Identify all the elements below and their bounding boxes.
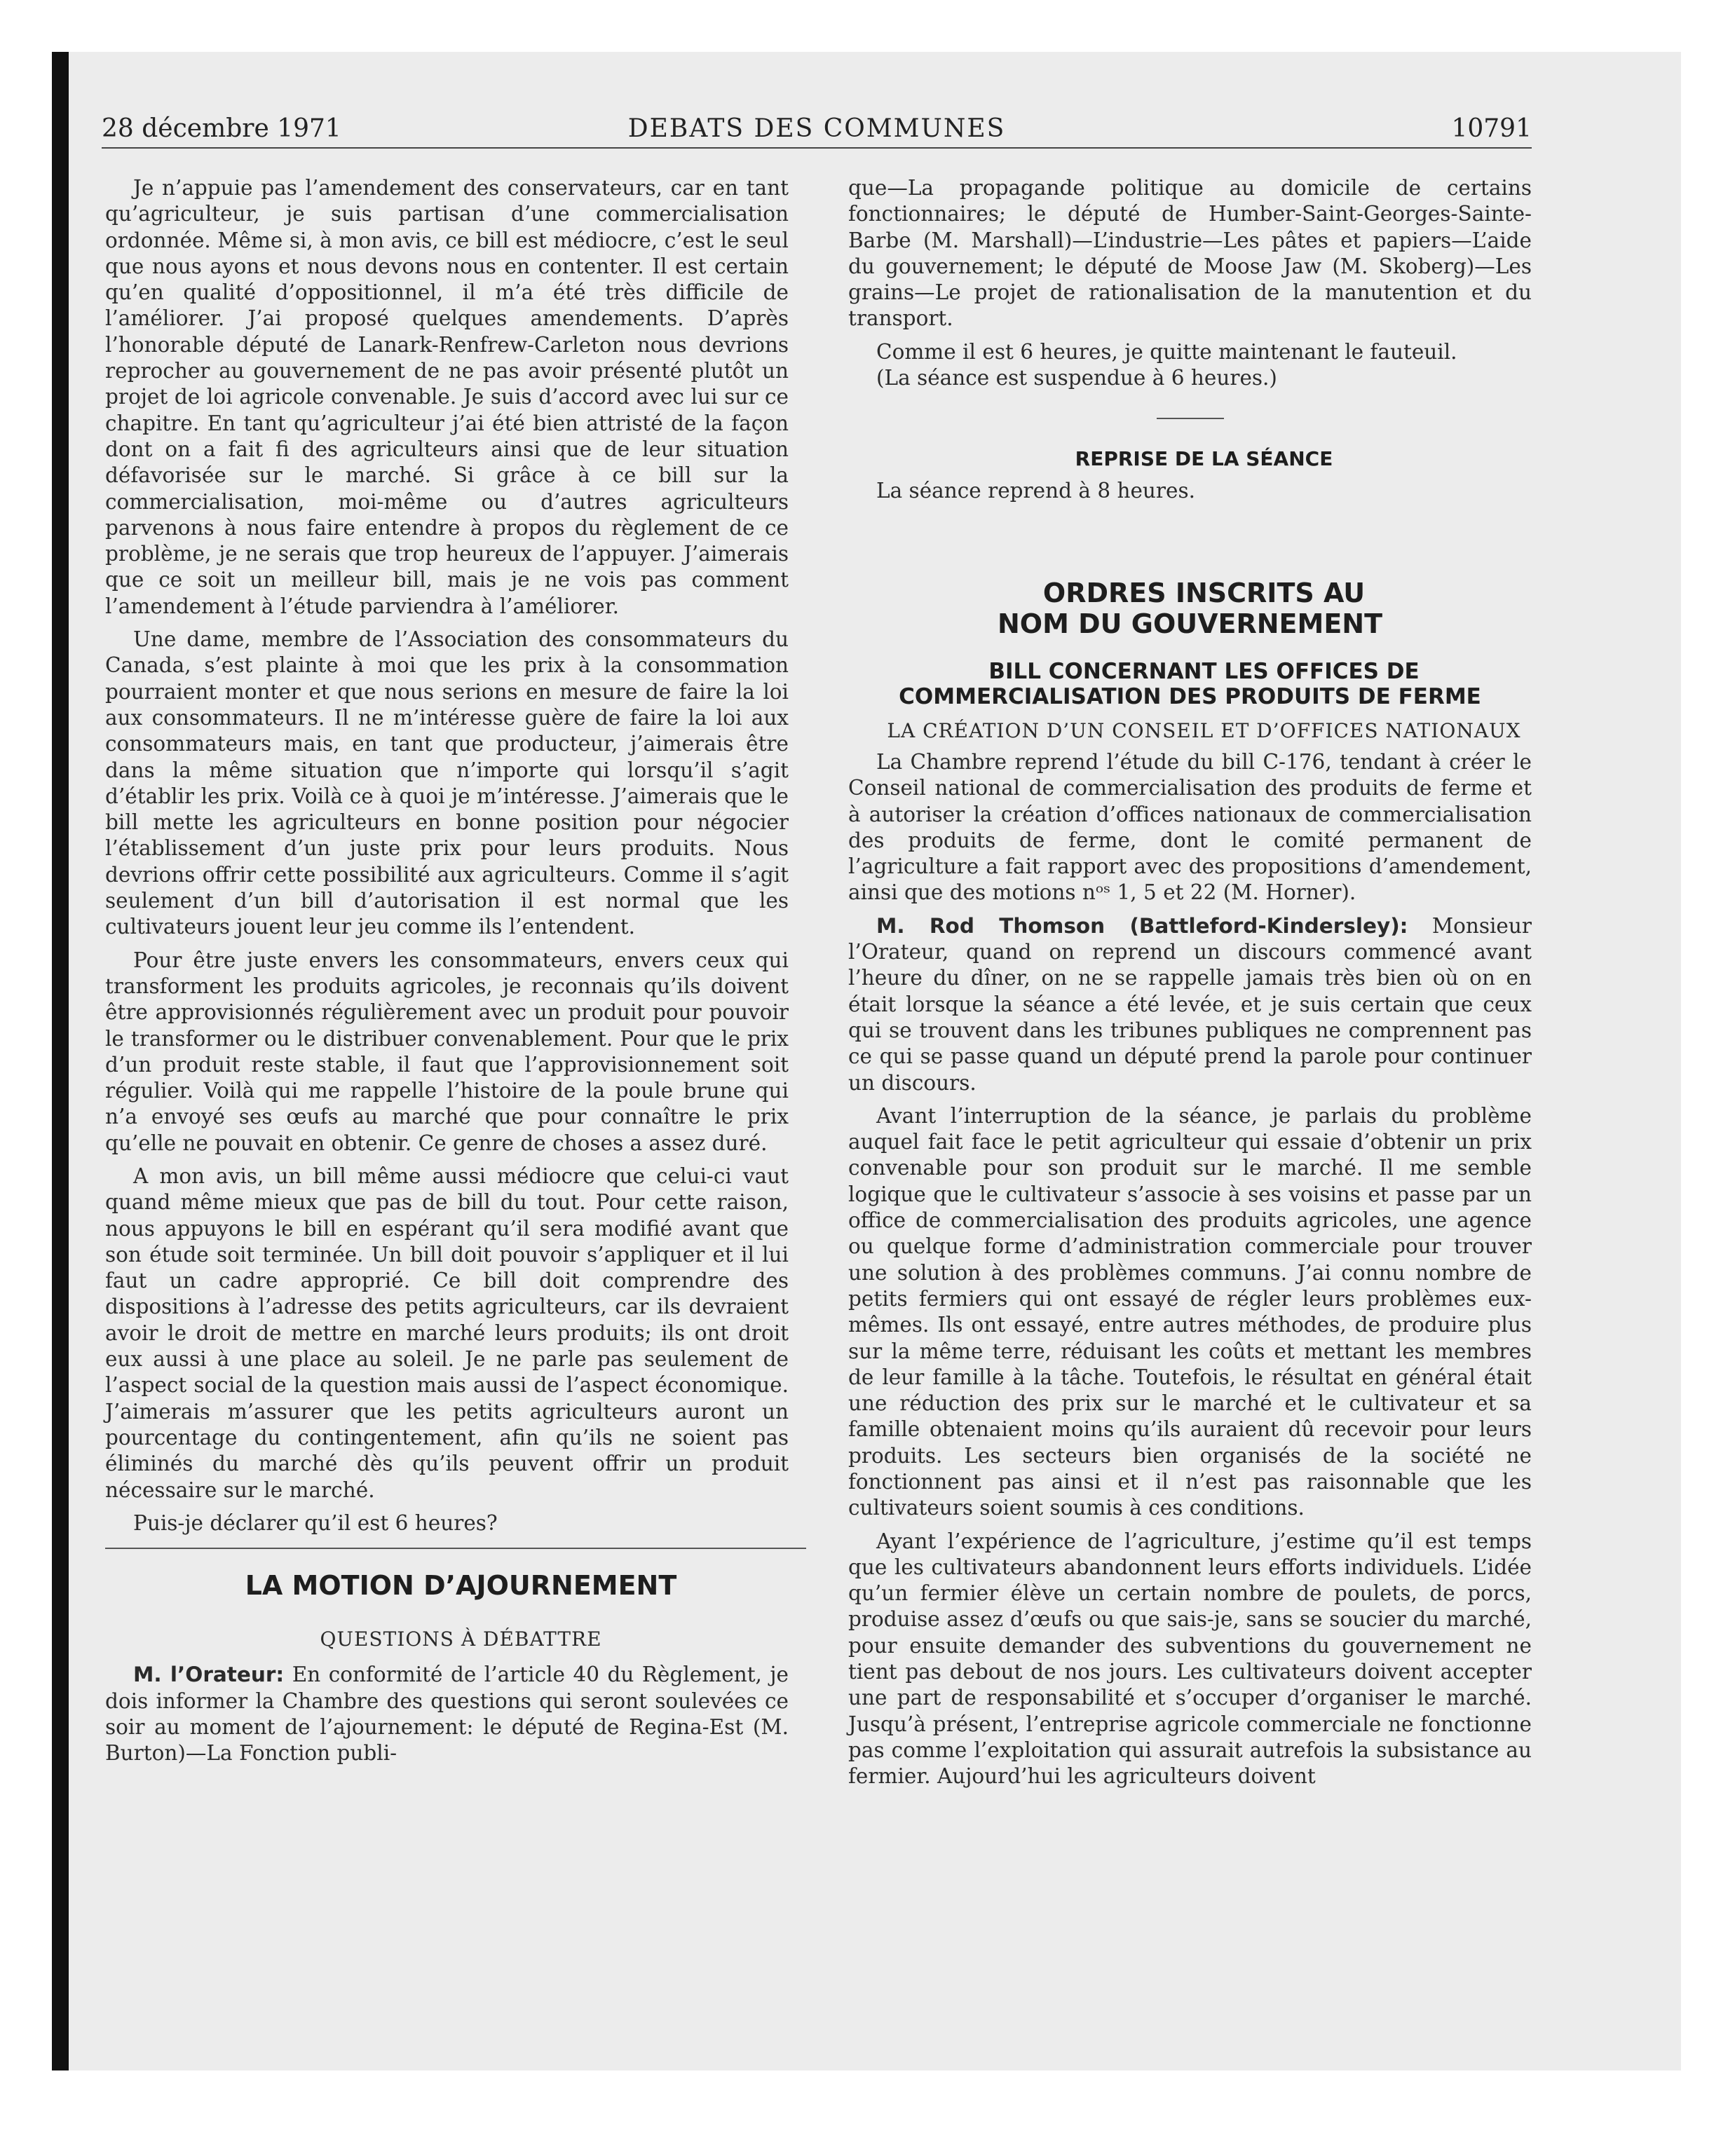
paragraph: Ayant l’expérience de l’agriculture, j’estime qu’il est temps que les cultivateurs abandonnent leurs efforts individuels. L’idée qu’un fermier élève un certain nombre de poulets, de porcs, produise assez d’œufs ou que sais-je, sans se soucier du marché, pour ensuite demander des subventions du gouvernement ne tient pas debout de nos jours. Les cultivateurs doivent accepter une part de responsabilité et s’occuper d’organiser le marché. Jusqu’à présent, l’entreprise agricole commerciale ne fonctionne pas comme l’exploitation qui assurait autrefois la subsistance au fermier. Aujourd’hui les agriculteurs doivent xyxy=(848,1529,1532,1789)
speaker-name: M. l’Orateur: xyxy=(133,1663,285,1687)
paragraph: Je n’appuie pas l’amendement des conservateurs, car en tant qu’agriculteur, je suis partisan d’une commercialisation ordonnée. Même si, à mon avis, ce bill est médiocre, c’est le seul que nous ayons et nous devons nous en contenter. Il est certain qu’en qualité d’oppositionnel, il m’a été très difficile de l’améliorer. J’ai proposé quelques amendements. D’après l’honorable député de Lanark-Renfrew-Carleton nous devrions reprocher au gouvernement de ne pas avoir présenté plutôt un projet de loi agricole convenable. Je suis d’accord avec lui sur ce chapitre. En tant qu’agriculteur j’ai été bien attristé de la façon dont on a fait fi des agriculteurs ainsi que de leur situation défavorisée sur le marché. Si grâce à ce bill sur la commercialisation, moi-même ou d’autres agriculteurs parvenons à nous faire entendre à propos du règlement de ce problème, je ne serais que trop heureux de l’appuyer. J’aimerais que ce soit un meilleur bill, mais je ne vois pas comment l’amendement à l’étude parviendra à l’améliorer. xyxy=(105,176,789,618)
paragraph: La séance reprend à 8 heures. xyxy=(876,479,1196,503)
header-title: DEBATS DES COMMUNES xyxy=(627,114,1006,143)
paragraph: Avant l’interruption de la séance, je parlais du problème auquel fait face le petit agriculteur qui essaie d’obtenir un prix convenable pour son produit sur le marché. Il me semble logique que le cultivateur s’associe à ses voisins et passe par un office de commercialisation des produits agricoles, une agence ou quelque forme d’administration commerciale pour trouver une solution à des problèmes communs. J’ai connu nombre de petits fermiers qui ont essayé de régler leurs problèmes eux-mêmes. Ils ont essayé, entre autres méthodes, de produire plus sur la même terre, réduisant les coûts et mettant les membres de leur famille à la tâche. Toutefois, le résultat en général était une réduction des prix sur le marché et le cultivateur et sa famille obtenaient moins qu’ils auraient dû recevoir pour leurs produits. Les secteurs bien organisés de la société ne fonctionnent pas ainsi et il n’est pas raisonnable que les cultivateurs soient soumis à ces conditions. xyxy=(848,1103,1532,1520)
paragraph: que—La propagande politique au domicile de certains fonctionnaires; le député de Humber-Saint-Georges-Sainte-Barbe (M. Marshall)—L’industrie—Les pâtes et papiers—L’aide du gouvernement; le député de Moose Jaw (M. Skoberg)—Les grains—Le projet de rationalisation de la manutention et du transport. xyxy=(848,176,1532,331)
paragraph: (La séance est suspendue à 6 heures.) xyxy=(876,366,1277,390)
section-heading: LA MOTION D’AJOURNEMENT xyxy=(245,1570,677,1602)
left-column xyxy=(105,175,789,1774)
speaker-text: Monsieur l’Orateur, quand on reprend un discours commencé avant l’heure du dîner, on ne se rappelle jamais très bien où on en était lorsque la séance a été levée, et je suis certain que ceux qui se trouvent dans les tribunes publiques ne comprennent pas ce qui se passe quand un député prend la parole pour continuer un discours. xyxy=(848,913,1532,1095)
short-divider xyxy=(1157,418,1224,419)
paragraph: A mon avis, un bill même aussi médiocre que celui-ci vaut quand même mieux que pas de bill du tout. Pour cette raison, nous appuyons le bill en espérant qu’il sera modifié avant que son étude soit terminée. Un bill doit pouvoir s’appliquer et il lui faut un cadre approprié. Ce bill doit comprendre des dispositions à l’adresse des petits agriculteurs, car ils devraient avoir le droit de mettre en marché leurs produits; ils ont droit eux aussi à une place au soleil. Je ne parle pas seulement de l’aspect social de la question mais aussi de l’aspect économique. J’aimerais m’assurer que les petits agriculteurs auront un pourcentage du contingentement, afin qu’ils ne soient pas éliminés du marché dès qu’ils peuvent offrir un produit nécessaire sur le marché. xyxy=(105,1164,789,1502)
paragraph: Pour être juste envers les consommateurs, envers ceux qui transforment les produits agricoles, je reconnais qu’ils doivent être approvisionnés régulièrement avec un produit pour pouvoir le transformer ou le distribuer convenablement. Pour que le prix d’un produit reste stable, il faut que l’approvisionnement soit régulier. Voilà qui me rappelle l’histoire de la poule brune qui n’a envoyé ses œufs au marché que pour connaître le prix qu’elle ne pouvait en obtenir. Ce genre de choses a assez duré. xyxy=(105,948,789,1155)
bill-heading: BILL CONCERNANT LES OFFICES DE COMMERCIALISATION DES PRODUITS DE FERME xyxy=(899,658,1481,709)
speaker-paragraph xyxy=(848,913,1532,1096)
speaker-name: M. Rod Thomson (Battleford-Kindersley): xyxy=(876,913,1408,938)
orders-heading: ORDRES INSCRITS AU NOM DU GOUVERNEMENT xyxy=(997,577,1382,639)
paragraph: Puis-je déclarer qu’il est 6 heures? xyxy=(133,1510,498,1535)
page-header xyxy=(102,105,1532,149)
bill-subheading: LA CRÉATION D’UN CONSEIL ET D’OFFICES NATIONAUX xyxy=(887,718,1521,742)
speaker-paragraph xyxy=(105,1662,789,1766)
speaker-text: En conformité de l’article 40 du Règlement, je dois informer la Chambre des questions qui seront soulevées ce soir au moment de l’ajournement: le député de Regina-Est (M. Burton)—La Fonction publi- xyxy=(105,1663,789,1766)
reprise-heading: REPRISE DE LA SÉANCE xyxy=(1075,447,1333,471)
page-number: 10791 xyxy=(1451,114,1532,143)
paragraph: La Chambre reprend l’étude du bill C-176, tendant à créer le Conseil national de commercialisation des produits de ferme et à autoriser la création d’offices nationaux de commercialisation des produits de ferme, dont le comité permanent de l’agriculture a fait rapport avec des propositions d’amendement, ainsi que des motions nᵒˢ 1, 5 et 22 (M. Horner). xyxy=(848,749,1532,905)
scan-edge xyxy=(52,52,69,2070)
paragraph: Une dame, membre de l’Association des consommateurs du Canada, s’est plainte à moi que les prix à la consommation pourraient monter et que nous serions en mesure de faire la loi aux consommateurs. Il ne m’intéresse guère de faire la loi aux consommateurs mais, en tant que producteur, j’aimerais être dans la même situation que n’importe qui lorsqu’il s’agit d’établir les prix. Voilà ce à quoi je m’intéresse. J’aimerais que le bill mette les agriculteurs en bonne position pour négocier l’établissement d’un juste prix pour leurs produits. Nous devrions offrir cette possibilité aux agriculteurs. Comme il s’agit seulement d’un bill d’autorisation il est normal que les cultivateurs jouent leur jeu comme ils l’entendent. xyxy=(105,627,789,939)
right-column xyxy=(848,175,1532,1797)
section-divider xyxy=(105,1548,806,1549)
paragraph: Comme il est 6 heures, je quitte maintenant le fauteuil. xyxy=(876,339,1457,364)
subheading: QUESTIONS À DÉBATTRE xyxy=(320,1628,602,1651)
header-date: 28 décembre 1971 xyxy=(102,114,341,143)
